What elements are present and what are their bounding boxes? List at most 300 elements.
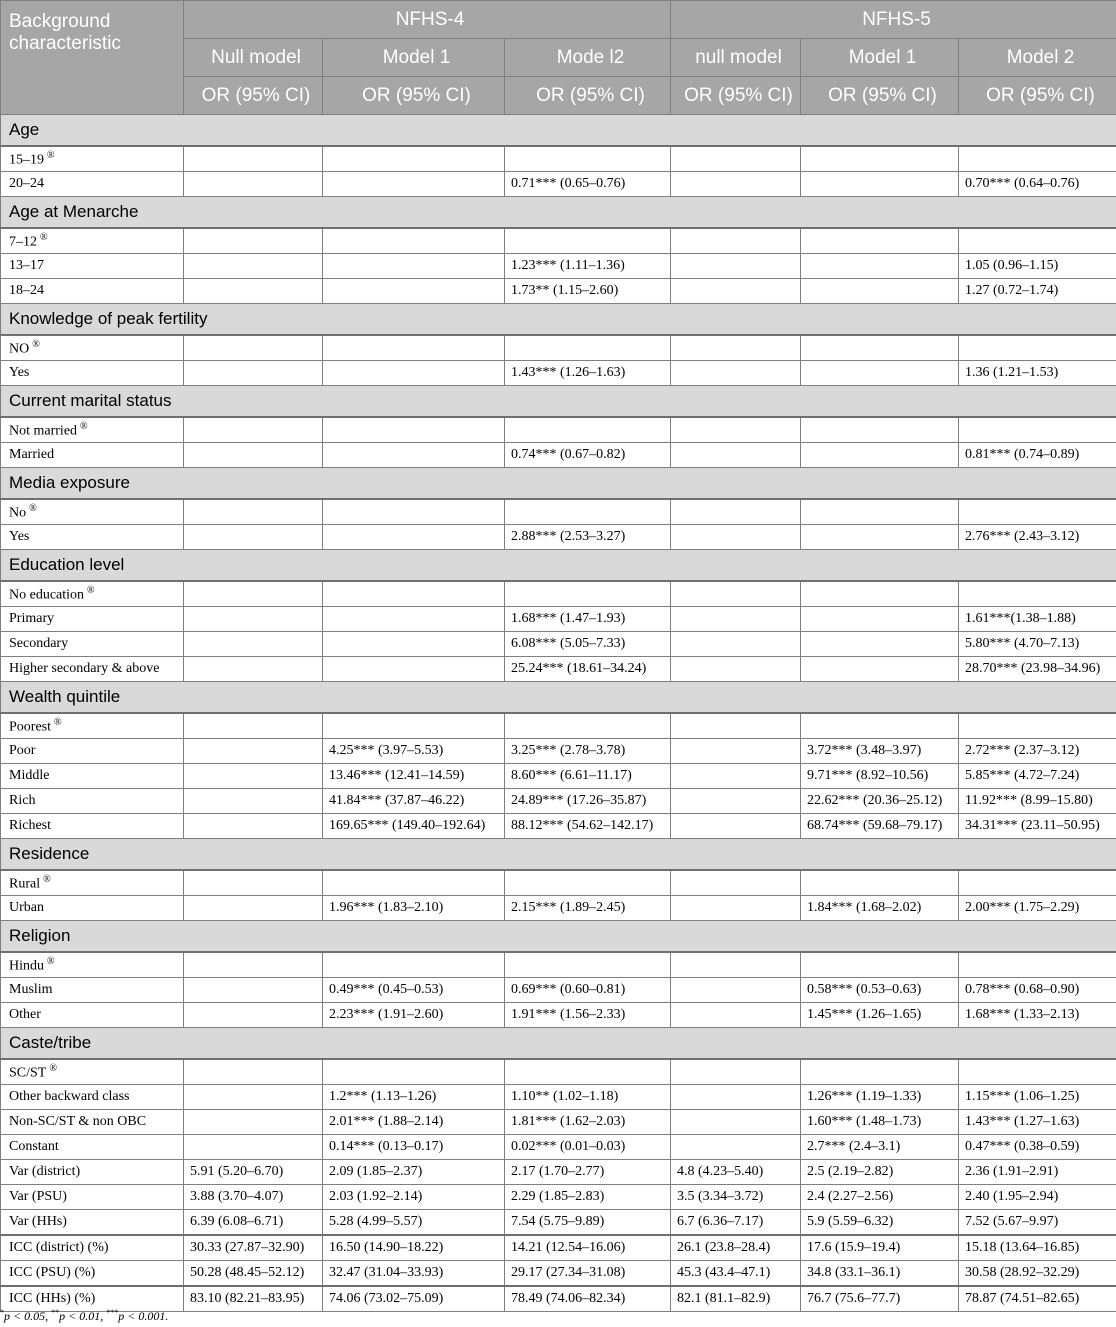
header-model: Model 1 bbox=[323, 39, 505, 77]
or-ci-cell bbox=[323, 146, 505, 172]
row-label-cell bbox=[1, 657, 184, 682]
or-ci-cell bbox=[505, 146, 671, 172]
row-label: 20–24 bbox=[9, 176, 44, 191]
table-row bbox=[1, 1003, 1116, 1028]
section-title: Age at Menarche bbox=[1, 197, 1116, 229]
or-ci-cell: 3.25*** (2.78–3.78) bbox=[505, 739, 671, 764]
table-row bbox=[1, 254, 1116, 279]
header-nfhs4: NFHS-4 bbox=[184, 1, 671, 39]
or-ci-cell: 1.10** (1.02–1.18) bbox=[505, 1085, 671, 1110]
or-ci-cell bbox=[671, 1085, 801, 1110]
row-label-cell bbox=[1, 607, 184, 632]
table-row bbox=[1, 581, 1116, 607]
or-ci-cell: 17.6 (15.9–19.4) bbox=[801, 1235, 959, 1261]
or-ci-cell: 1.73** (1.15–2.60) bbox=[505, 279, 671, 304]
or-ci-cell: 83.10 (82.21–83.95) bbox=[184, 1286, 323, 1312]
reference-category-marker: ® bbox=[32, 338, 40, 350]
or-ci-cell bbox=[801, 581, 959, 607]
or-ci-cell: 15.18 (13.64–16.85) bbox=[959, 1235, 1116, 1261]
or-ci-cell: 2.7*** (2.4–3.1) bbox=[801, 1135, 959, 1160]
or-ci-cell bbox=[323, 254, 505, 279]
or-ci-cell bbox=[671, 870, 801, 896]
or-ci-cell: 1.91*** (1.56–2.33) bbox=[505, 1003, 671, 1028]
table-row bbox=[1, 789, 1116, 814]
or-ci-cell: 0.47*** (0.38–0.59) bbox=[959, 1135, 1116, 1160]
or-ci-cell: 0.69*** (0.60–0.81) bbox=[505, 978, 671, 1003]
section-row bbox=[1, 115, 1116, 147]
or-ci-cell bbox=[184, 978, 323, 1003]
reference-category-marker: ® bbox=[40, 231, 48, 243]
table-row bbox=[1, 335, 1116, 361]
or-ci-cell: 78.87 (74.51–82.65) bbox=[959, 1286, 1116, 1312]
table-row bbox=[1, 632, 1116, 657]
or-ci-cell bbox=[323, 607, 505, 632]
or-ci-cell bbox=[801, 657, 959, 682]
row-label: NO bbox=[9, 341, 30, 357]
or-ci-cell: 32.47 (31.04–33.93) bbox=[323, 1261, 505, 1287]
row-label: Middle bbox=[9, 768, 50, 783]
row-label: Poor bbox=[9, 743, 36, 758]
row-label-cell bbox=[1, 739, 184, 764]
header-nfhs5: NFHS-5 bbox=[671, 1, 1116, 39]
row-label: Muslim bbox=[9, 982, 53, 997]
or-ci-cell bbox=[184, 896, 323, 921]
or-ci-cell: 2.5 (2.19–2.82) bbox=[801, 1160, 959, 1185]
or-ci-cell bbox=[184, 335, 323, 361]
section-title: Education level bbox=[1, 550, 1116, 582]
or-ci-cell: 78.49 (74.06–82.34) bbox=[505, 1286, 671, 1312]
or-ci-cell bbox=[671, 1003, 801, 1028]
or-ci-cell: 74.06 (73.02–75.09) bbox=[323, 1286, 505, 1312]
or-ci-cell: 5.85*** (4.72–7.24) bbox=[959, 764, 1116, 789]
row-label-cell bbox=[1, 764, 184, 789]
or-ci-cell: 1.43*** (1.26–1.63) bbox=[505, 361, 671, 386]
or-ci-cell bbox=[959, 417, 1116, 443]
or-ci-cell bbox=[184, 228, 323, 254]
row-label-cell bbox=[1, 1003, 184, 1028]
table-row bbox=[1, 952, 1116, 978]
or-ci-cell: 5.91 (5.20–6.70) bbox=[184, 1160, 323, 1185]
row-label-cell bbox=[1, 870, 184, 896]
or-ci-cell bbox=[184, 1059, 323, 1085]
or-ci-cell: 7.54 (5.75–9.89) bbox=[505, 1210, 671, 1236]
table-row bbox=[1, 978, 1116, 1003]
or-ci-cell bbox=[184, 443, 323, 468]
or-ci-cell bbox=[801, 632, 959, 657]
or-ci-cell: 5.28 (4.99–5.57) bbox=[323, 1210, 505, 1236]
section-row bbox=[1, 682, 1116, 714]
header-or-ci: OR (95% CI) bbox=[959, 77, 1116, 115]
or-ci-cell bbox=[184, 870, 323, 896]
or-ci-cell bbox=[184, 417, 323, 443]
or-ci-cell bbox=[671, 789, 801, 814]
or-ci-cell bbox=[323, 657, 505, 682]
row-label-cell bbox=[1, 1135, 184, 1160]
or-ci-cell bbox=[671, 146, 801, 172]
or-ci-cell: 1.05 (0.96–1.15) bbox=[959, 254, 1116, 279]
or-ci-cell bbox=[671, 361, 801, 386]
or-ci-cell: 4.25*** (3.97–5.53) bbox=[323, 739, 505, 764]
row-label-cell bbox=[1, 896, 184, 921]
row-label-cell bbox=[1, 228, 184, 254]
or-ci-cell: 76.7 (75.6–77.7) bbox=[801, 1286, 959, 1312]
row-label-cell bbox=[1, 789, 184, 814]
footnote-text: p < 0.05, bbox=[4, 1309, 52, 1323]
or-ci-cell: 30.33 (27.87–32.90) bbox=[184, 1235, 323, 1261]
table-row bbox=[1, 764, 1116, 789]
or-ci-cell: 0.58*** (0.53–0.63) bbox=[801, 978, 959, 1003]
or-ci-cell: 2.76*** (2.43–3.12) bbox=[959, 525, 1116, 550]
or-ci-cell bbox=[184, 789, 323, 814]
or-ci-cell bbox=[959, 870, 1116, 896]
or-ci-cell bbox=[323, 713, 505, 739]
row-label: ICC (district) (%) bbox=[9, 1240, 109, 1255]
section-row bbox=[1, 550, 1116, 582]
header-model: Model 1 bbox=[801, 39, 959, 77]
table-row bbox=[1, 279, 1116, 304]
header-or-ci: OR (95% CI) bbox=[801, 77, 959, 115]
table-header bbox=[1, 1, 1116, 115]
or-ci-cell bbox=[184, 581, 323, 607]
or-ci-cell bbox=[184, 279, 323, 304]
or-ci-cell bbox=[671, 1059, 801, 1085]
row-label-cell bbox=[1, 443, 184, 468]
or-ci-cell bbox=[323, 172, 505, 197]
section-title: Religion bbox=[1, 921, 1116, 953]
or-ci-cell bbox=[959, 335, 1116, 361]
or-ci-cell bbox=[323, 335, 505, 361]
or-ci-cell: 5.80*** (4.70–7.13) bbox=[959, 632, 1116, 657]
row-label-cell bbox=[1, 952, 184, 978]
or-ci-cell: 2.23*** (1.91–2.60) bbox=[323, 1003, 505, 1028]
section-row bbox=[1, 468, 1116, 500]
or-ci-cell bbox=[323, 361, 505, 386]
or-ci-cell bbox=[959, 1059, 1116, 1085]
header-or-ci: OR (95% CI) bbox=[671, 77, 801, 115]
row-label-cell bbox=[1, 1261, 184, 1287]
footnote-text: p < 0.01, bbox=[59, 1309, 107, 1323]
table-body bbox=[1, 115, 1116, 1312]
or-ci-cell bbox=[801, 499, 959, 525]
or-ci-cell bbox=[184, 172, 323, 197]
or-ci-cell: 0.71*** (0.65–0.76) bbox=[505, 172, 671, 197]
reference-category-marker: ® bbox=[87, 584, 95, 596]
or-ci-cell bbox=[801, 870, 959, 896]
table-row bbox=[1, 228, 1116, 254]
reference-category-marker: ® bbox=[47, 149, 55, 161]
or-ci-cell bbox=[184, 499, 323, 525]
or-ci-cell: 0.74*** (0.67–0.82) bbox=[505, 443, 671, 468]
row-label: SC/ST bbox=[9, 1065, 47, 1081]
row-label-cell bbox=[1, 1210, 184, 1236]
or-ci-cell: 0.02*** (0.01–0.03) bbox=[505, 1135, 671, 1160]
or-ci-cell bbox=[505, 335, 671, 361]
or-ci-cell bbox=[801, 607, 959, 632]
row-label-cell bbox=[1, 814, 184, 839]
row-label: Yes bbox=[9, 365, 30, 380]
or-ci-cell: 1.68*** (1.47–1.93) bbox=[505, 607, 671, 632]
reference-category-marker: ® bbox=[54, 716, 62, 728]
or-ci-cell: 4.8 (4.23–5.40) bbox=[671, 1160, 801, 1185]
reference-category-marker: ® bbox=[43, 873, 51, 885]
or-ci-cell bbox=[801, 254, 959, 279]
table-row bbox=[1, 870, 1116, 896]
or-ci-cell bbox=[671, 607, 801, 632]
row-label: Other bbox=[9, 1007, 41, 1022]
row-label: Other backward class bbox=[9, 1089, 130, 1104]
row-label: 15–19 bbox=[9, 152, 44, 168]
row-label: 18–24 bbox=[9, 283, 44, 298]
or-ci-cell: 2.4 (2.27–2.56) bbox=[801, 1185, 959, 1210]
or-ci-cell: 8.60*** (6.61–11.17) bbox=[505, 764, 671, 789]
row-label: Var (PSU) bbox=[9, 1189, 67, 1204]
row-label: ICC (HHs) (%) bbox=[9, 1291, 96, 1306]
row-label: No bbox=[9, 505, 27, 521]
row-label: Secondary bbox=[9, 636, 69, 651]
or-ci-cell: 1.43*** (1.27–1.63) bbox=[959, 1110, 1116, 1135]
or-ci-cell: 1.27 (0.72–1.74) bbox=[959, 279, 1116, 304]
or-ci-cell: 14.21 (12.54–16.06) bbox=[505, 1235, 671, 1261]
or-ci-cell: 9.71*** (8.92–10.56) bbox=[801, 764, 959, 789]
or-ci-cell bbox=[184, 1085, 323, 1110]
or-ci-cell: 82.1 (81.1–82.9) bbox=[671, 1286, 801, 1312]
or-ci-cell bbox=[671, 739, 801, 764]
or-ci-cell bbox=[505, 228, 671, 254]
row-label: Rural bbox=[9, 876, 41, 892]
or-ci-cell bbox=[505, 952, 671, 978]
section-title: Knowledge of peak fertility bbox=[1, 304, 1116, 336]
or-ci-cell: 45.3 (43.4–47.1) bbox=[671, 1261, 801, 1287]
header-or-ci: OR (95% CI) bbox=[505, 77, 671, 115]
or-ci-cell bbox=[184, 254, 323, 279]
or-ci-cell: 88.12*** (54.62–142.17) bbox=[505, 814, 671, 839]
or-ci-cell: 24.89*** (17.26–35.87) bbox=[505, 789, 671, 814]
or-ci-cell bbox=[801, 525, 959, 550]
or-ci-cell bbox=[959, 713, 1116, 739]
row-label: Married bbox=[9, 447, 55, 462]
row-label-cell bbox=[1, 417, 184, 443]
section-row bbox=[1, 386, 1116, 418]
or-ci-cell: 6.08*** (5.05–7.33) bbox=[505, 632, 671, 657]
or-ci-cell: 25.24*** (18.61–34.24) bbox=[505, 657, 671, 682]
or-ci-cell: 28.70*** (23.98–34.96) bbox=[959, 657, 1116, 682]
or-ci-cell: 2.01*** (1.88–2.14) bbox=[323, 1110, 505, 1135]
or-ci-cell: 0.81*** (0.74–0.89) bbox=[959, 443, 1116, 468]
or-ci-cell: 2.00*** (1.75–2.29) bbox=[959, 896, 1116, 921]
or-ci-cell bbox=[959, 499, 1116, 525]
or-ci-cell bbox=[671, 335, 801, 361]
or-ci-cell bbox=[184, 607, 323, 632]
or-ci-cell: 1.26*** (1.19–1.33) bbox=[801, 1085, 959, 1110]
or-ci-cell bbox=[671, 525, 801, 550]
or-ci-cell bbox=[184, 764, 323, 789]
or-ci-cell bbox=[671, 443, 801, 468]
or-ci-cell: 34.8 (33.1–36.1) bbox=[801, 1261, 959, 1287]
or-ci-cell bbox=[671, 814, 801, 839]
row-label: Var (district) bbox=[9, 1164, 81, 1179]
table-row bbox=[1, 1235, 1116, 1261]
table-row bbox=[1, 1085, 1116, 1110]
or-ci-cell bbox=[505, 870, 671, 896]
or-ci-cell bbox=[671, 228, 801, 254]
row-label-cell bbox=[1, 1059, 184, 1085]
or-ci-cell: 22.62*** (20.36–25.12) bbox=[801, 789, 959, 814]
row-label-cell bbox=[1, 172, 184, 197]
or-ci-cell: 6.7 (6.36–7.17) bbox=[671, 1210, 801, 1236]
or-ci-cell bbox=[184, 1110, 323, 1135]
or-ci-cell bbox=[505, 417, 671, 443]
row-label: Rich bbox=[9, 793, 36, 808]
section-row bbox=[1, 197, 1116, 229]
or-ci-cell: 0.70*** (0.64–0.76) bbox=[959, 172, 1116, 197]
table-row bbox=[1, 1135, 1116, 1160]
or-ci-cell: 30.58 (28.92–32.29) bbox=[959, 1261, 1116, 1287]
table-row bbox=[1, 525, 1116, 550]
or-ci-cell: 7.52 (5.67–9.97) bbox=[959, 1210, 1116, 1236]
or-ci-cell: 50.28 (48.45–52.12) bbox=[184, 1261, 323, 1287]
or-ci-cell bbox=[184, 952, 323, 978]
section-title: Current marital status bbox=[1, 386, 1116, 418]
or-ci-cell: 3.88 (3.70–4.07) bbox=[184, 1185, 323, 1210]
or-ci-cell bbox=[671, 632, 801, 657]
or-ci-cell: 2.72*** (2.37–3.12) bbox=[959, 739, 1116, 764]
footnote bbox=[0, 1308, 168, 1324]
row-label-cell bbox=[1, 499, 184, 525]
table-row bbox=[1, 1059, 1116, 1085]
row-label-cell bbox=[1, 978, 184, 1003]
or-ci-cell bbox=[801, 172, 959, 197]
row-label: 7–12 bbox=[9, 234, 37, 250]
header-model: null model bbox=[671, 39, 801, 77]
or-ci-cell bbox=[671, 1110, 801, 1135]
or-ci-cell bbox=[671, 764, 801, 789]
footnote-marker: *** bbox=[106, 1308, 119, 1317]
or-ci-cell: 1.45*** (1.26–1.65) bbox=[801, 1003, 959, 1028]
table-row bbox=[1, 1160, 1116, 1185]
row-label-cell bbox=[1, 713, 184, 739]
row-label-cell bbox=[1, 146, 184, 172]
row-label-cell bbox=[1, 335, 184, 361]
table-row bbox=[1, 172, 1116, 197]
row-label: Constant bbox=[9, 1139, 59, 1154]
row-label-cell bbox=[1, 1110, 184, 1135]
or-ci-cell bbox=[671, 657, 801, 682]
or-ci-cell: 0.78*** (0.68–0.90) bbox=[959, 978, 1116, 1003]
or-ci-cell: 1.81*** (1.62–2.03) bbox=[505, 1110, 671, 1135]
or-ci-cell: 169.65*** (149.40–192.64) bbox=[323, 814, 505, 839]
or-ci-cell bbox=[671, 896, 801, 921]
row-label-cell bbox=[1, 1185, 184, 1210]
or-ci-cell bbox=[323, 952, 505, 978]
row-label: Urban bbox=[9, 900, 44, 915]
or-ci-cell: 13.46*** (12.41–14.59) bbox=[323, 764, 505, 789]
row-label-cell bbox=[1, 254, 184, 279]
or-ci-cell: 11.92*** (8.99–15.80) bbox=[959, 789, 1116, 814]
or-ci-cell: 5.9 (5.59–6.32) bbox=[801, 1210, 959, 1236]
or-ci-cell: 29.17 (27.34–31.08) bbox=[505, 1261, 671, 1287]
or-ci-cell: 2.17 (1.70–2.77) bbox=[505, 1160, 671, 1185]
or-ci-cell: 1.23*** (1.11–1.36) bbox=[505, 254, 671, 279]
section-row bbox=[1, 304, 1116, 336]
or-ci-cell bbox=[323, 417, 505, 443]
or-ci-cell bbox=[801, 335, 959, 361]
or-ci-cell: 1.15*** (1.06–1.25) bbox=[959, 1085, 1116, 1110]
or-ci-cell bbox=[184, 814, 323, 839]
row-label-cell bbox=[1, 632, 184, 657]
row-label: Hindu bbox=[9, 958, 44, 974]
or-ci-cell: 1.96*** (1.83–2.10) bbox=[323, 896, 505, 921]
or-ci-cell bbox=[801, 952, 959, 978]
table-row bbox=[1, 814, 1116, 839]
table-row bbox=[1, 417, 1116, 443]
or-ci-cell: 41.84*** (37.87–46.22) bbox=[323, 789, 505, 814]
or-ci-cell bbox=[671, 279, 801, 304]
header-model: Mode l2 bbox=[505, 39, 671, 77]
table-row bbox=[1, 499, 1116, 525]
section-title: Media exposure bbox=[1, 468, 1116, 500]
or-ci-cell bbox=[323, 228, 505, 254]
table-row bbox=[1, 1261, 1116, 1287]
or-ci-cell: 26.1 (23.8–28.4) bbox=[671, 1235, 801, 1261]
table-row bbox=[1, 1110, 1116, 1135]
or-ci-cell bbox=[671, 1135, 801, 1160]
header-background-characteristic: Background characteristic bbox=[1, 1, 184, 115]
footnote-text: p < 0.001. bbox=[118, 1309, 169, 1323]
or-ci-cell bbox=[323, 581, 505, 607]
table-row bbox=[1, 896, 1116, 921]
or-ci-cell: 1.2*** (1.13–1.26) bbox=[323, 1085, 505, 1110]
reference-category-marker: ® bbox=[29, 502, 37, 514]
row-label: Not married bbox=[9, 423, 78, 439]
or-ci-cell bbox=[671, 978, 801, 1003]
table-row bbox=[1, 361, 1116, 386]
or-ci-cell: 2.03 (1.92–2.14) bbox=[323, 1185, 505, 1210]
or-ci-cell bbox=[801, 146, 959, 172]
or-ci-cell: 2.29 (1.85–2.83) bbox=[505, 1185, 671, 1210]
or-ci-cell bbox=[184, 739, 323, 764]
or-ci-cell bbox=[671, 172, 801, 197]
or-ci-cell bbox=[323, 279, 505, 304]
footnote-marker: ** bbox=[51, 1308, 60, 1317]
or-ci-cell: 3.72*** (3.48–3.97) bbox=[801, 739, 959, 764]
section-title: Caste/tribe bbox=[1, 1028, 1116, 1060]
or-ci-cell bbox=[505, 499, 671, 525]
or-ci-cell bbox=[671, 952, 801, 978]
section-row bbox=[1, 921, 1116, 953]
footnote-marker: * bbox=[0, 1308, 4, 1317]
or-ci-cell bbox=[959, 952, 1116, 978]
row-label: Non-SC/ST & non OBC bbox=[9, 1114, 147, 1129]
or-ci-cell: 2.36 (1.91–2.91) bbox=[959, 1160, 1116, 1185]
or-ci-cell bbox=[671, 713, 801, 739]
or-ci-cell: 6.39 (6.08–6.71) bbox=[184, 1210, 323, 1236]
row-label: Yes bbox=[9, 529, 30, 544]
table-row bbox=[1, 607, 1116, 632]
or-ci-cell: 2.15*** (1.89–2.45) bbox=[505, 896, 671, 921]
row-label-cell bbox=[1, 279, 184, 304]
or-ci-cell bbox=[323, 632, 505, 657]
or-ci-cell bbox=[184, 632, 323, 657]
reference-category-marker: ® bbox=[80, 420, 88, 432]
or-ci-cell bbox=[184, 525, 323, 550]
or-ci-cell: 34.31*** (23.11–50.95) bbox=[959, 814, 1116, 839]
or-ci-cell bbox=[323, 1059, 505, 1085]
or-ci-cell bbox=[505, 713, 671, 739]
or-ci-cell: 1.60*** (1.48–1.73) bbox=[801, 1110, 959, 1135]
or-ci-cell bbox=[801, 417, 959, 443]
row-label-cell bbox=[1, 1235, 184, 1261]
header-or-ci: OR (95% CI) bbox=[184, 77, 323, 115]
